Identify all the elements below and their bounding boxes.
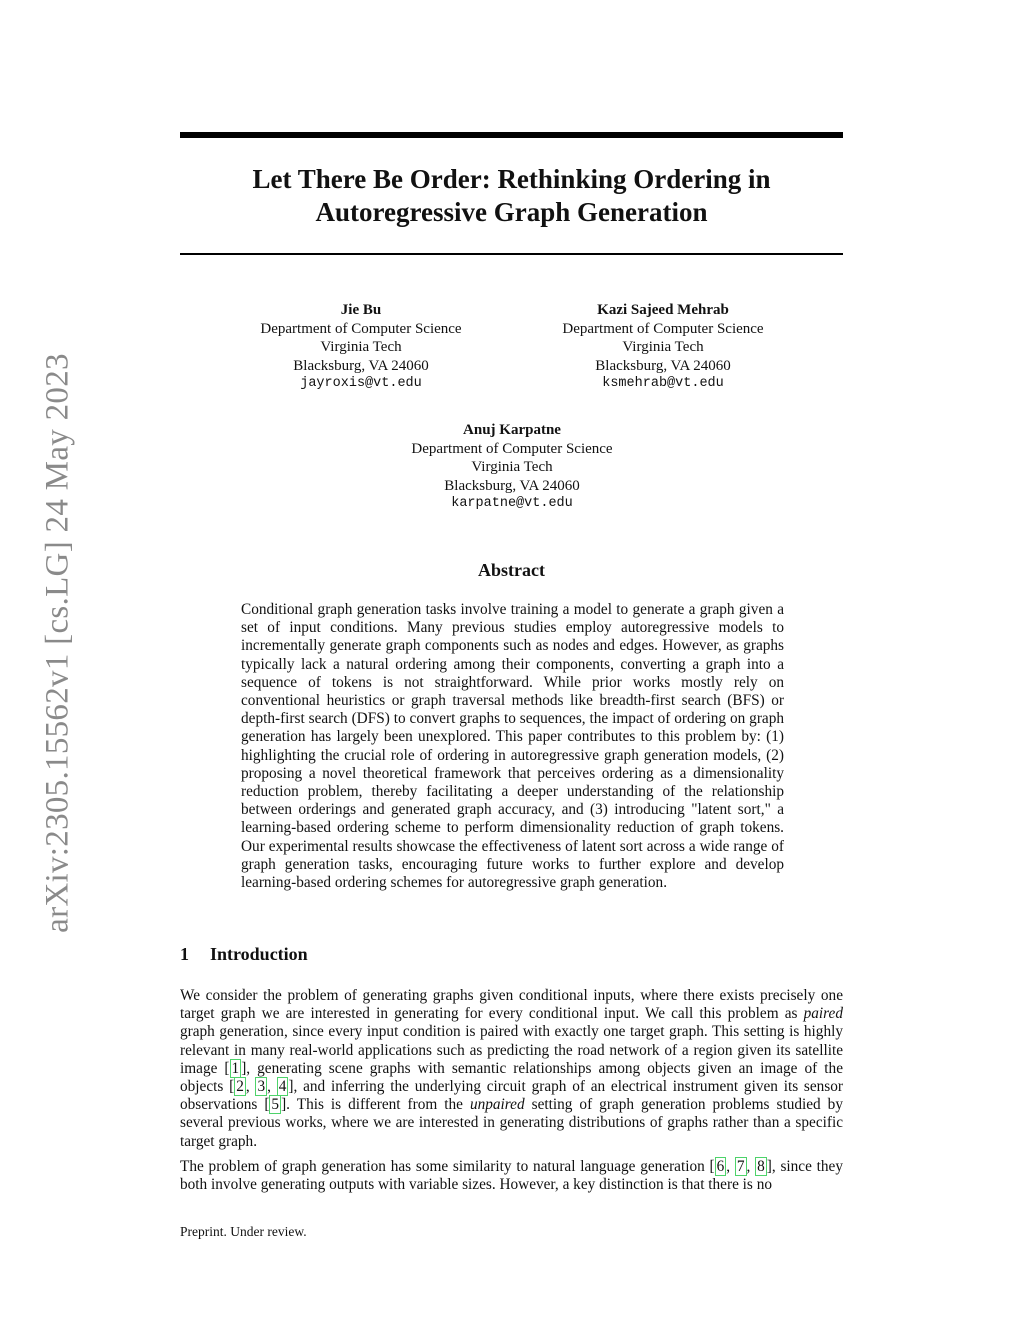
author-email[interactable]: jayroxis@vt.edu [300, 376, 422, 391]
author-institution: Virginia Tech [320, 339, 402, 355]
author-email[interactable]: ksmehrab@vt.edu [602, 376, 724, 391]
arxiv-identifier: arXiv:2305.15562v1 [cs.LG] 24 May 2023 [39, 353, 76, 933]
intro-text: ], generating scene graphs with semantic relationships among objects given an image of the objects [ [180, 1059, 844, 1096]
section-number: 1 [180, 944, 189, 964]
abstract-heading: Abstract [478, 560, 545, 580]
section-title: Introduction [210, 944, 308, 964]
citation-link[interactable]: 8 [757, 1157, 765, 1175]
paper-title [180, 163, 843, 229]
author-department: Department of Computer Science [411, 440, 613, 457]
citation-link[interactable]: 7 [736, 1157, 745, 1175]
author-email[interactable]: karpatne@vt.edu [451, 496, 573, 511]
intro-text: setting of graph generation problems studied by several previous works, where we are interested in generating distributions of graphs rather than a specific target graph. [180, 1096, 843, 1150]
author-institution: Virginia Tech [471, 459, 553, 475]
citation-link[interactable]: 3 [257, 1078, 266, 1096]
author-name: Kazi Sajeed Mehrab [597, 302, 729, 318]
introduction-body [180, 987, 843, 1201]
author-location: Blacksburg, VA 24060 [595, 357, 731, 374]
intro-emphasis: paired [803, 1005, 843, 1023]
author-name: Anuj Karpatne [463, 422, 561, 438]
title-bottom-rule [180, 253, 843, 255]
author-department: Department of Computer Science [260, 320, 462, 337]
author-department: Department of Computer Science [562, 320, 764, 337]
citation-link[interactable]: 2 [236, 1078, 244, 1096]
title-top-rule [180, 132, 843, 138]
citation-link[interactable]: 6 [716, 1157, 725, 1175]
author-block-3 [362, 421, 662, 514]
footer-note: Preprint. Under review. [180, 1224, 307, 1239]
intro-paragraph-2: The problem of graph generation has some similarity to natural language generation [ 6 , 7 , 8 ], since they both involve generating outputs with variable sizes. However, a key distinction is that there is no [180, 1157, 843, 1194]
author-location: Blacksburg, VA 24060 [293, 357, 429, 374]
author-name: Jie Bu [340, 302, 382, 318]
author-location: Blacksburg, VA 24060 [444, 477, 580, 494]
author-institution: Virginia Tech [622, 339, 704, 355]
intro-text: The problem of graph generation has some similarity to natural language generation [ [180, 1157, 715, 1175]
intro-emphasis: unpaired [469, 1096, 525, 1114]
intro-text: ]. This is different from the [281, 1096, 470, 1114]
title-line-1: Let There Be Order: Rethinking Ordering in [252, 164, 771, 194]
intro-text: ], since they both involve generating outputs with variable sizes. However, a key distinction is that there is no [180, 1157, 843, 1194]
intro-text: We consider the problem of generating graphs given conditional inputs, where there exists precisely one target graph we are interested in generating for every conditional input. We call this problem as [180, 987, 843, 1023]
citation-link[interactable]: 1 [231, 1059, 240, 1077]
intro-paragraph-1: We consider the problem of generating graphs given conditional inputs, where there exists precisely one target graph we are interested in generating for every conditional input. We call this problem as paired graph generation, since every input condition is paired with exactly one target graph. This setting is highly relevant in many real-world applications such as predicting the road network of a region given its satellite image [ 1 ], generating scene graphs with semantic relationships among objects given an image of the objects [ 2 , 3 , 4 ], and inferring the underlying circuit graph of an electrical instrument given its sensor observations [ 5 ]. This is different from the unpaired setting of graph generation problems studied by several previous works, where we are interested in generating distributions of graphs rather than a specific target graph. [180, 987, 844, 1150]
author-block-2 [513, 301, 813, 394]
section-heading [180, 944, 308, 965]
author-block-1 [211, 301, 511, 394]
title-line-2: Autoregressive Graph Generation [315, 197, 708, 227]
intro-text: graph generation, since every input condition is paired with exactly one target graph. This setting is highly relevant in many real-world applications such as predicting the road network of a region given its satellite image [ [180, 1023, 843, 1077]
citation-link[interactable]: 4 [278, 1078, 287, 1096]
abstract-text: Conditional graph generation tasks involve training a model to generate a graph given a set of input conditions. Many previous studies employ autoregressive models to incrementally generate graph components such as nodes and edges. However, as graphs typically lack a natural ordering among their components, converting a graph into a sequence of tokens is not straightforward. While prior works mostly rely on conventional heuristics or graph traversal methods like breadth-first search (BFS) or depth-first search (DFS) to convert graphs to sequences, the impact of ordering on graph generation has largely been unexplored. This paper contributes to this problem by: (1) highlighting the crucial role of ordering in autoregressive graph generation models, (2) proposing a novel theoretical framework that perceives ordering as a dimensionality reduction problem, thereby facilitating a deeper understanding of the relationship between orderings and generated graph accuracy, and (3) introducing "latent sort," a learning-based ordering scheme to perform dimensionality reduction of graph tokens. Our experimental results showcase the effectiveness of latent sort across a wide range of graph generation tasks, encouraging future works to further explore and develop learning-based ordering schemes for autoregressive graph generation. [241, 601, 784, 892]
intro-text: ], and inferring the underlying circuit graph of an electrical instrument given its sensor observations [ [180, 1078, 844, 1114]
citation-link[interactable]: 5 [271, 1096, 280, 1114]
